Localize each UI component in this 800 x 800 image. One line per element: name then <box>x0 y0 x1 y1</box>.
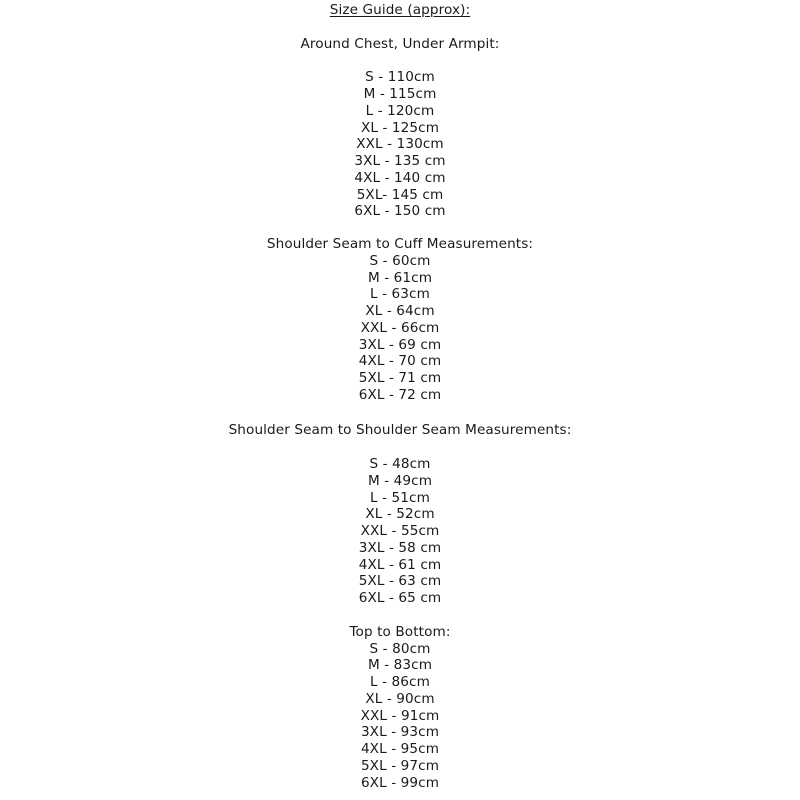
section-heading: Shoulder Seam to Shoulder Seam Measurements: <box>228 422 572 438</box>
size-row: 3XL - 58 cm <box>358 540 442 556</box>
size-row: S - 80cm <box>369 641 431 657</box>
size-row: L - 63cm <box>370 286 430 302</box>
size-row: M - 49cm <box>367 473 433 489</box>
size-row: XL - 125cm <box>360 120 440 136</box>
size-row: 3XL - 69 cm <box>358 337 442 353</box>
size-row: 5XL - 97cm <box>360 758 440 774</box>
size-row: XL - 52cm <box>365 506 435 522</box>
size-row: 3XL - 93cm <box>360 724 440 740</box>
size-row: L - 51cm <box>370 490 430 506</box>
size-row: 6XL - 99cm <box>360 775 440 791</box>
size-row: 6XL - 150 cm <box>354 203 446 219</box>
size-row: XL - 64cm <box>365 303 435 319</box>
section-heading: Around Chest, Under Armpit: <box>300 36 500 52</box>
size-row: 5XL - 63 cm <box>358 573 442 589</box>
size-row: 4XL - 95cm <box>360 741 440 757</box>
size-row: 3XL - 135 cm <box>354 153 446 169</box>
size-row: XXL - 66cm <box>360 320 440 336</box>
size-row: XXL - 55cm <box>360 523 440 539</box>
size-row: 6XL - 72 cm <box>358 387 442 403</box>
size-row: M - 115cm <box>363 86 437 102</box>
size-row: 6XL - 65 cm <box>358 590 442 606</box>
section-heading: Shoulder Seam to Cuff Measurements: <box>266 236 534 252</box>
size-row: XL - 90cm <box>365 691 435 707</box>
size-row: 4XL - 140 cm <box>354 170 446 186</box>
size-row: L - 86cm <box>370 674 430 690</box>
size-row: M - 61cm <box>367 270 433 286</box>
size-row: 4XL - 61 cm <box>358 557 442 573</box>
size-row: XXL - 130cm <box>356 136 444 152</box>
size-row: 5XL - 71 cm <box>358 370 442 386</box>
size-row: L - 120cm <box>365 103 435 119</box>
size-row: M - 83cm <box>367 657 433 673</box>
size-row: 4XL - 70 cm <box>358 353 442 369</box>
size-row: S - 110cm <box>365 69 435 85</box>
size-row: S - 60cm <box>369 253 431 269</box>
size-row: 5XL- 145 cm <box>356 187 444 203</box>
section-heading: Top to Bottom: <box>349 624 451 640</box>
size-row: XXL - 91cm <box>360 708 440 724</box>
page-title: Size Guide (approx): <box>329 2 471 18</box>
size-row: S - 48cm <box>369 456 431 472</box>
